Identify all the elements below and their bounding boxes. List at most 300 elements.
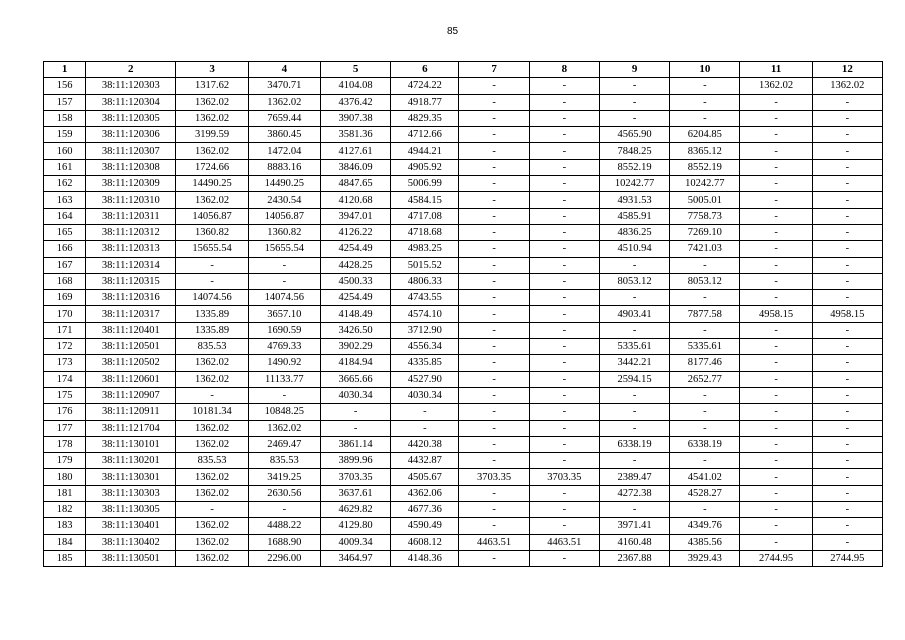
table-cell: -	[740, 110, 812, 126]
table-cell: 8365.12	[670, 143, 740, 159]
table-row	[44, 518, 883, 534]
column-header: 6	[391, 62, 459, 78]
table-cell: 8552.19	[599, 159, 669, 175]
table-cell: 1362.02	[740, 78, 812, 94]
table-cell: -	[529, 110, 599, 126]
table-row	[44, 208, 883, 224]
table-cell: -	[740, 420, 812, 436]
table-cell: -	[459, 290, 529, 306]
column-header: 3	[176, 62, 248, 78]
table-cell: -	[670, 420, 740, 436]
table-cell: 5335.61	[670, 339, 740, 355]
table-cell: -	[670, 290, 740, 306]
table-cell: -	[459, 192, 529, 208]
table-cell: 4556.34	[391, 339, 459, 355]
table-cell: -	[740, 371, 812, 387]
table-cell: 2594.15	[599, 371, 669, 387]
table-cell: -	[670, 453, 740, 469]
table-cell: 4510.94	[599, 241, 669, 257]
table-cell: -	[176, 387, 248, 403]
table-cell: 4376.42	[320, 94, 390, 110]
table-cell: 4463.51	[459, 534, 529, 550]
table-cell: -	[459, 273, 529, 289]
table-cell: -	[740, 176, 812, 192]
table-cell: 1362.02	[248, 94, 320, 110]
table-cell: 3464.97	[320, 550, 390, 566]
table-row	[44, 387, 883, 403]
table-cell: -	[812, 257, 882, 273]
table-cell: 4712.66	[391, 127, 459, 143]
table-cell: 4184.94	[320, 355, 390, 371]
table-cell: 170	[44, 306, 86, 322]
table-cell: 4129.80	[320, 518, 390, 534]
column-header: 4	[248, 62, 320, 78]
table-cell: -	[740, 502, 812, 518]
table-cell: -	[740, 224, 812, 240]
column-header: 7	[459, 62, 529, 78]
table-cell: -	[812, 290, 882, 306]
column-header: 5	[320, 62, 390, 78]
table-cell: 10242.77	[670, 176, 740, 192]
table-cell: 1335.89	[176, 322, 248, 338]
table-cell: 7269.10	[670, 224, 740, 240]
table-cell: 171	[44, 322, 86, 338]
table-cell: 3703.35	[459, 469, 529, 485]
table-cell: -	[459, 78, 529, 94]
table-cell: 1690.59	[248, 322, 320, 338]
table-cell: -	[529, 518, 599, 534]
table-cell: 1362.02	[812, 78, 882, 94]
table-cell: 185	[44, 550, 86, 566]
table-cell: 10181.34	[176, 404, 248, 420]
table-cell: 165	[44, 224, 86, 240]
table-row	[44, 550, 883, 566]
table-row	[44, 469, 883, 485]
table-row	[44, 453, 883, 469]
table-cell: 38:11:120315	[86, 273, 176, 289]
table-cell: 10242.77	[599, 176, 669, 192]
table-cell: 3860.45	[248, 127, 320, 143]
table-cell: 4590.49	[391, 518, 459, 534]
table-cell: 3637.61	[320, 485, 390, 501]
table-cell: -	[176, 273, 248, 289]
table-cell: -	[740, 143, 812, 159]
table-cell: 4160.48	[599, 534, 669, 550]
table-cell: 3712.90	[391, 322, 459, 338]
table-cell: 3665.66	[320, 371, 390, 387]
table-cell: 3442.21	[599, 355, 669, 371]
table-cell: 4677.36	[391, 502, 459, 518]
table-cell: -	[812, 176, 882, 192]
table-cell: 4385.56	[670, 534, 740, 550]
table-cell: 38:11:120313	[86, 241, 176, 257]
table-cell: 4565.90	[599, 127, 669, 143]
table-cell: 3861.14	[320, 436, 390, 452]
table-cell: 38:11:120401	[86, 322, 176, 338]
table-cell: -	[670, 404, 740, 420]
table-cell: 175	[44, 387, 86, 403]
table-cell: 4829.35	[391, 110, 459, 126]
table-cell: 14056.87	[248, 208, 320, 224]
table-cell: 161	[44, 159, 86, 175]
table-cell: -	[740, 355, 812, 371]
table-cell: 38:11:120312	[86, 224, 176, 240]
table-cell: -	[740, 290, 812, 306]
table-cell: 160	[44, 143, 86, 159]
table-cell: -	[599, 257, 669, 273]
table-cell: 4428.25	[320, 257, 390, 273]
table-cell: 2430.54	[248, 192, 320, 208]
table-cell: 4574.10	[391, 306, 459, 322]
table-cell: 158	[44, 110, 86, 126]
table-cell: 1688.90	[248, 534, 320, 550]
table-cell: -	[529, 143, 599, 159]
table-cell: -	[740, 241, 812, 257]
table-cell: 4608.12	[391, 534, 459, 550]
table-row	[44, 355, 883, 371]
table-cell: 11133.77	[248, 371, 320, 387]
table-cell: -	[812, 159, 882, 175]
table-cell: -	[812, 143, 882, 159]
table-cell: 6338.19	[599, 436, 669, 452]
table-cell: 5005.01	[670, 192, 740, 208]
table-cell: -	[812, 420, 882, 436]
table-cell: 8883.16	[248, 159, 320, 175]
table-row	[44, 290, 883, 306]
table-cell: 4958.15	[812, 306, 882, 322]
table-cell: 168	[44, 273, 86, 289]
table-cell: -	[599, 387, 669, 403]
table-cell: 4104.08	[320, 78, 390, 94]
table-cell: 3899.96	[320, 453, 390, 469]
table-cell: 14074.56	[248, 290, 320, 306]
table-cell: 4335.85	[391, 355, 459, 371]
table-cell: 3703.35	[320, 469, 390, 485]
table-cell: 4527.90	[391, 371, 459, 387]
table-cell: 1362.02	[176, 94, 248, 110]
table-cell: 2652.77	[670, 371, 740, 387]
table-cell: -	[391, 404, 459, 420]
table-cell: -	[740, 387, 812, 403]
table-cell: 4718.68	[391, 224, 459, 240]
table-cell: 4127.61	[320, 143, 390, 159]
table-cell: -	[740, 127, 812, 143]
table-cell: 15655.54	[248, 241, 320, 257]
table-cell: -	[740, 192, 812, 208]
table-cell: -	[529, 387, 599, 403]
table-cell: 38:11:121704	[86, 420, 176, 436]
table-cell: 4905.92	[391, 159, 459, 175]
table-cell: -	[812, 453, 882, 469]
table-cell: -	[248, 257, 320, 273]
table-cell: 4769.33	[248, 339, 320, 355]
table-cell: -	[670, 322, 740, 338]
table-row	[44, 371, 883, 387]
table-row	[44, 322, 883, 338]
table-cell: -	[670, 387, 740, 403]
table-cell: -	[599, 404, 669, 420]
table-cell: -	[599, 322, 669, 338]
table-cell: 4500.33	[320, 273, 390, 289]
table-cell: 38:11:130301	[86, 469, 176, 485]
table-cell: 2367.88	[599, 550, 669, 566]
table-cell: 3419.25	[248, 469, 320, 485]
table-cell: -	[529, 192, 599, 208]
data-table	[43, 61, 883, 567]
table-row	[44, 176, 883, 192]
table-cell: 177	[44, 420, 86, 436]
table-cell: -	[529, 224, 599, 240]
table-cell: 3581.36	[320, 127, 390, 143]
header-row	[44, 62, 883, 78]
table-cell: 38:11:120307	[86, 143, 176, 159]
table-cell: -	[740, 257, 812, 273]
table-cell: 5006.99	[391, 176, 459, 192]
table-cell: -	[812, 534, 882, 550]
table-cell: 4528.27	[670, 485, 740, 501]
table-cell: 4030.34	[391, 387, 459, 403]
table-cell: 4983.25	[391, 241, 459, 257]
table-cell: 3426.50	[320, 322, 390, 338]
table-cell: 4743.55	[391, 290, 459, 306]
table-cell: 38:11:120502	[86, 355, 176, 371]
table-cell: 183	[44, 518, 86, 534]
table-cell: 4717.08	[391, 208, 459, 224]
column-header: 1	[44, 62, 86, 78]
table-cell: -	[812, 192, 882, 208]
table-cell: -	[740, 322, 812, 338]
table-cell: 162	[44, 176, 86, 192]
table-cell: 3947.01	[320, 208, 390, 224]
table-row	[44, 78, 883, 94]
table-cell: 4541.02	[670, 469, 740, 485]
table-cell: -	[529, 208, 599, 224]
table-cell: -	[529, 436, 599, 452]
table-cell: -	[740, 518, 812, 534]
table-cell: -	[459, 110, 529, 126]
table-cell: 5015.52	[391, 257, 459, 273]
table-cell: -	[459, 355, 529, 371]
table-cell: -	[740, 469, 812, 485]
table-cell: -	[529, 339, 599, 355]
table-cell: 7758.73	[670, 208, 740, 224]
table-cell: 2744.95	[812, 550, 882, 566]
table-cell: -	[529, 127, 599, 143]
table-cell: 2296.00	[248, 550, 320, 566]
table-cell: -	[740, 453, 812, 469]
table-cell: -	[812, 485, 882, 501]
table-cell: 38:11:120304	[86, 94, 176, 110]
table-row	[44, 224, 883, 240]
table-cell: -	[459, 143, 529, 159]
table-cell: -	[459, 485, 529, 501]
table-cell: -	[529, 404, 599, 420]
table-cell: 1362.02	[176, 355, 248, 371]
table-row	[44, 485, 883, 501]
table-cell: -	[529, 306, 599, 322]
table-cell: 3929.43	[670, 550, 740, 566]
table-cell: -	[812, 436, 882, 452]
table-cell: 3902.29	[320, 339, 390, 355]
table-cell: 2630.56	[248, 485, 320, 501]
table-cell: -	[670, 502, 740, 518]
table-cell: -	[529, 78, 599, 94]
table-cell: -	[812, 224, 882, 240]
table-cell: 4009.34	[320, 534, 390, 550]
table-cell: 4836.25	[599, 224, 669, 240]
table-cell: 1360.82	[248, 224, 320, 240]
table-cell: 14056.87	[176, 208, 248, 224]
table-cell: 15655.54	[176, 241, 248, 257]
table-cell: 38:11:120911	[86, 404, 176, 420]
table-cell: -	[740, 208, 812, 224]
column-header: 12	[812, 62, 882, 78]
table-cell: 38:11:120309	[86, 176, 176, 192]
table-cell: 835.53	[176, 339, 248, 355]
table-cell: -	[740, 404, 812, 420]
table-cell: 1724.66	[176, 159, 248, 175]
table-header	[44, 62, 883, 78]
column-header: 9	[599, 62, 669, 78]
table-cell: -	[391, 420, 459, 436]
table-row	[44, 110, 883, 126]
table-row	[44, 127, 883, 143]
table-cell: 6204.85	[670, 127, 740, 143]
table-cell: 1362.02	[176, 469, 248, 485]
table-cell: -	[529, 355, 599, 371]
table-cell: 1362.02	[176, 110, 248, 126]
table-cell: -	[740, 436, 812, 452]
table-cell: 4806.33	[391, 273, 459, 289]
table-cell: 173	[44, 355, 86, 371]
table-cell: -	[812, 127, 882, 143]
table-cell: 4148.36	[391, 550, 459, 566]
table-cell: -	[599, 420, 669, 436]
table-cell: 38:11:120501	[86, 339, 176, 355]
table-cell: -	[459, 404, 529, 420]
table-cell: -	[529, 322, 599, 338]
table-cell: 3846.09	[320, 159, 390, 175]
table-cell: 7877.58	[670, 306, 740, 322]
table-cell: -	[459, 306, 529, 322]
table-cell: -	[599, 94, 669, 110]
table-cell: 180	[44, 469, 86, 485]
table-cell: 14490.25	[176, 176, 248, 192]
table-cell: -	[529, 453, 599, 469]
table-cell: -	[529, 94, 599, 110]
table-cell: 4847.65	[320, 176, 390, 192]
table-cell: 2389.47	[599, 469, 669, 485]
table-cell: -	[176, 257, 248, 273]
table-cell: -	[812, 404, 882, 420]
table-cell: -	[529, 176, 599, 192]
table-cell: -	[529, 485, 599, 501]
table-cell: 1490.92	[248, 355, 320, 371]
table-cell: 166	[44, 241, 86, 257]
table-cell: -	[459, 208, 529, 224]
table-cell: -	[459, 257, 529, 273]
table-row	[44, 339, 883, 355]
table-cell: -	[812, 371, 882, 387]
table-cell: 1360.82	[176, 224, 248, 240]
table-cell: 8053.12	[670, 273, 740, 289]
table-cell: -	[812, 94, 882, 110]
column-header: 10	[670, 62, 740, 78]
table-cell: 4944.21	[391, 143, 459, 159]
table-cell: 8552.19	[670, 159, 740, 175]
table-cell: 4918.77	[391, 94, 459, 110]
table-cell: 38:11:120311	[86, 208, 176, 224]
table-row	[44, 159, 883, 175]
table-cell: 1362.02	[176, 143, 248, 159]
table-cell: -	[459, 176, 529, 192]
table-cell: 38:11:120303	[86, 78, 176, 94]
table-cell: -	[529, 273, 599, 289]
table-cell: 4903.41	[599, 306, 669, 322]
table-cell: 4030.34	[320, 387, 390, 403]
table-cell: 167	[44, 257, 86, 273]
table-cell: 1362.02	[176, 436, 248, 452]
table-cell: 3703.35	[529, 469, 599, 485]
column-header: 8	[529, 62, 599, 78]
table-cell: -	[459, 502, 529, 518]
table-cell: -	[599, 110, 669, 126]
table-cell: 38:11:120316	[86, 290, 176, 306]
table-cell: 182	[44, 502, 86, 518]
table-cell: -	[599, 290, 669, 306]
table-cell: 4254.49	[320, 290, 390, 306]
table-cell: 7659.44	[248, 110, 320, 126]
table-cell: -	[176, 502, 248, 518]
table-cell: -	[812, 273, 882, 289]
table-cell: -	[670, 257, 740, 273]
table-cell: -	[812, 387, 882, 403]
table-cell: -	[529, 159, 599, 175]
table-cell: 4432.87	[391, 453, 459, 469]
table-cell: 1362.02	[176, 518, 248, 534]
table-cell: -	[459, 94, 529, 110]
table-cell: -	[459, 159, 529, 175]
table-cell: 174	[44, 371, 86, 387]
table-cell: 3470.71	[248, 78, 320, 94]
table-row	[44, 94, 883, 110]
table-cell: -	[459, 420, 529, 436]
table-cell: -	[812, 502, 882, 518]
table-cell: 169	[44, 290, 86, 306]
table-cell: 38:11:120317	[86, 306, 176, 322]
table-cell: 4420.38	[391, 436, 459, 452]
table-cell: -	[248, 387, 320, 403]
table-cell: -	[459, 518, 529, 534]
table-cell: 4272.38	[599, 485, 669, 501]
table-row	[44, 404, 883, 420]
table-cell: -	[459, 127, 529, 143]
table-row	[44, 192, 883, 208]
table-cell: -	[740, 339, 812, 355]
table-row	[44, 502, 883, 518]
table-cell: -	[740, 94, 812, 110]
table-cell: 1472.04	[248, 143, 320, 159]
table-cell: -	[248, 273, 320, 289]
table-cell: 1362.02	[176, 371, 248, 387]
table-cell: 4958.15	[740, 306, 812, 322]
table-cell: 3907.38	[320, 110, 390, 126]
table-cell: -	[812, 518, 882, 534]
table-cell: 38:11:130201	[86, 453, 176, 469]
table-row	[44, 273, 883, 289]
table-cell: 4126.22	[320, 224, 390, 240]
table-cell: 2469.47	[248, 436, 320, 452]
